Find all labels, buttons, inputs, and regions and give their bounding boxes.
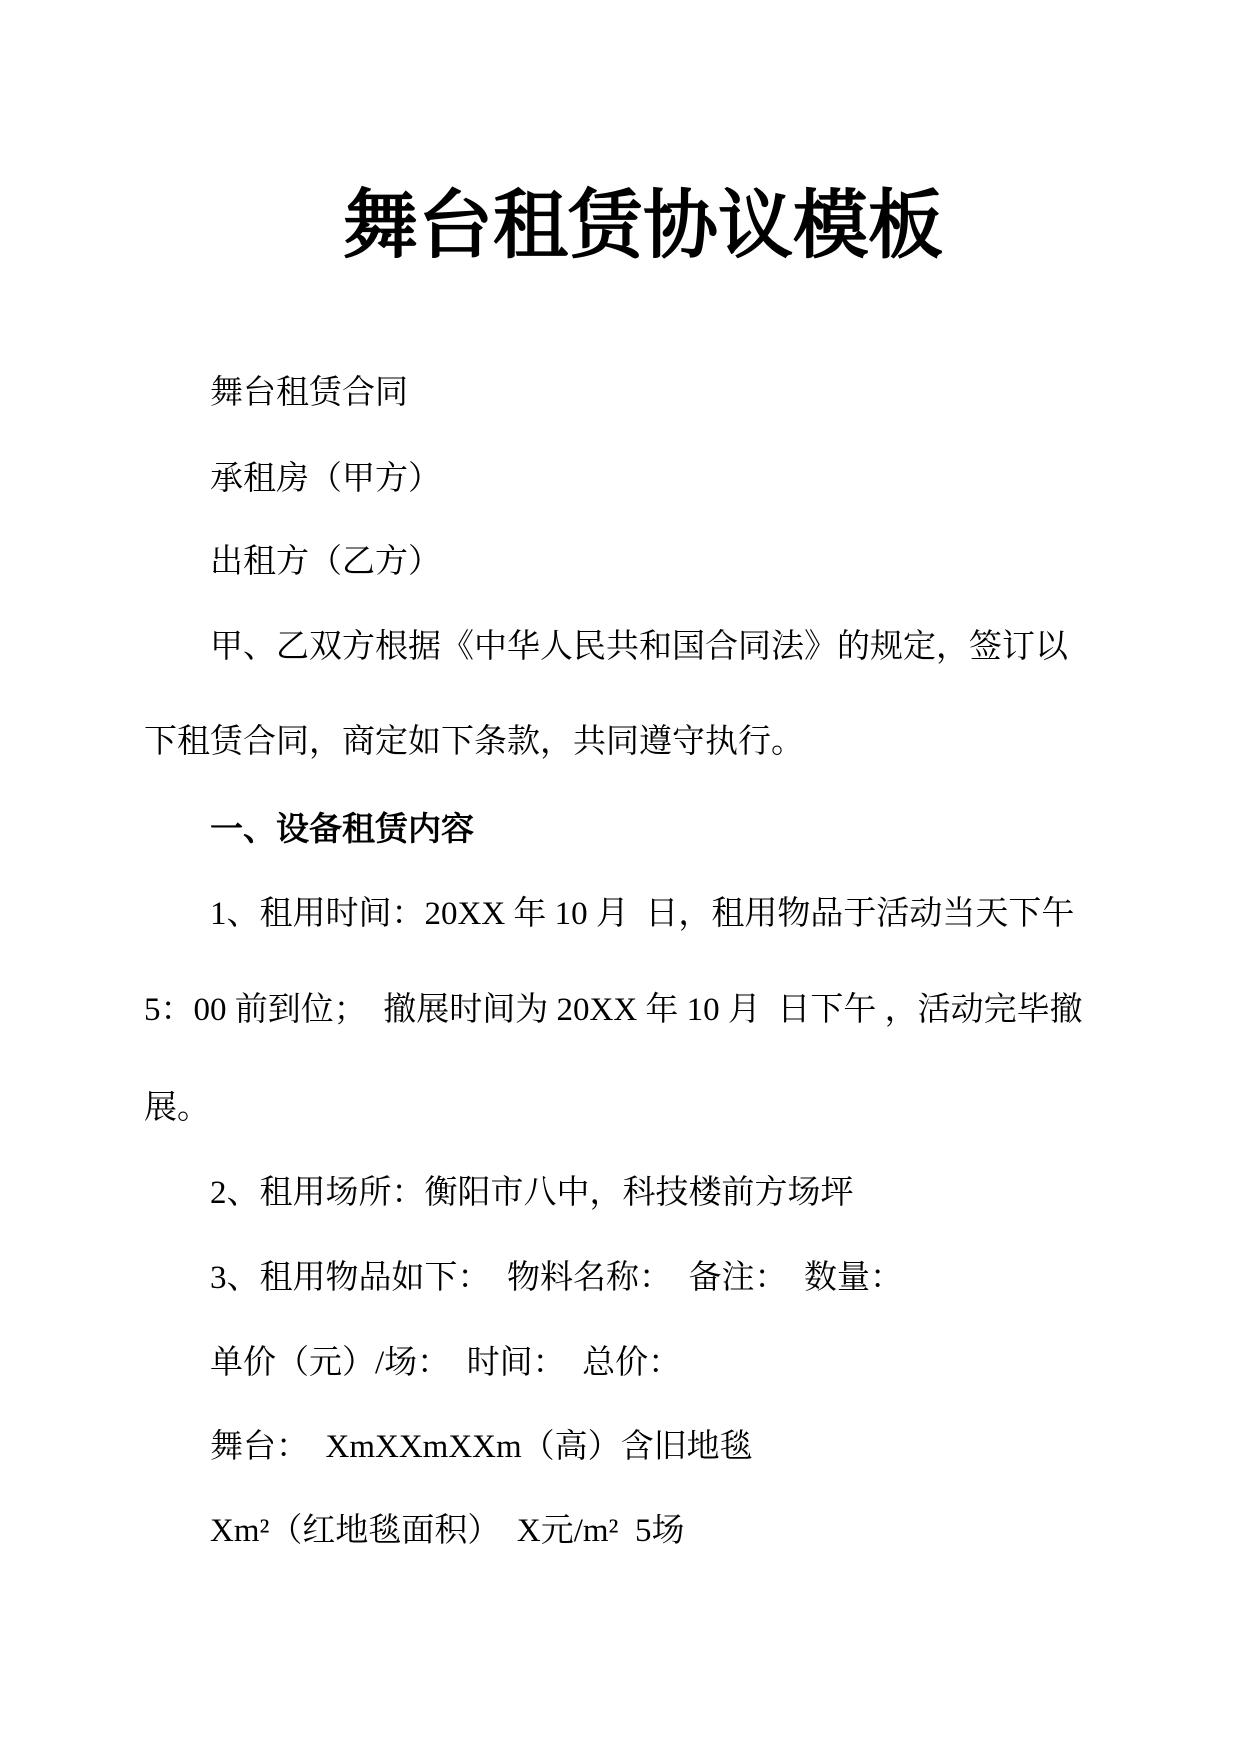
party-b-line: 出租方（乙方） [210, 544, 441, 580]
rental-time-line: 5：00 前到位； 撤展时间为 20XX 年 10 月 日下午 ，活动完毕撤 [144, 992, 1083, 1028]
preamble-line: 甲、乙双方根据《中华人民共和国合同法》的规定，签订以 [210, 629, 1068, 665]
carpet-line: Xm²（红地毯面积） X元/m² 5场 [210, 1513, 685, 1549]
contract-name: 舞台租赁合同 [210, 375, 408, 411]
document-title: 舞台租赁协议模板 [342, 183, 943, 267]
rental-time-line: 1、租用时间：20XX 年 10 月 日，租用物品于活动当天下午 [210, 896, 1075, 932]
rental-items-line: 单价（元）/场： 时间： 总价： [210, 1345, 682, 1381]
party-a-line: 承租房（甲方） [210, 461, 441, 497]
section-heading: 一、设备租赁内容 [210, 812, 474, 848]
stage-line: 舞台： XmXXmXXm（高）含旧地毯 [210, 1429, 753, 1465]
rental-venue-line: 2、租用场所：衡阳市八中，科技楼前方场坪 [210, 1175, 854, 1211]
rental-items-line: 3、租用物品如下： 物料名称： 备注： 数量： [210, 1260, 903, 1296]
preamble-line: 下租赁合同，商定如下条款，共同遵守执行。 [144, 724, 804, 760]
rental-time-line: 展。 [144, 1090, 210, 1126]
